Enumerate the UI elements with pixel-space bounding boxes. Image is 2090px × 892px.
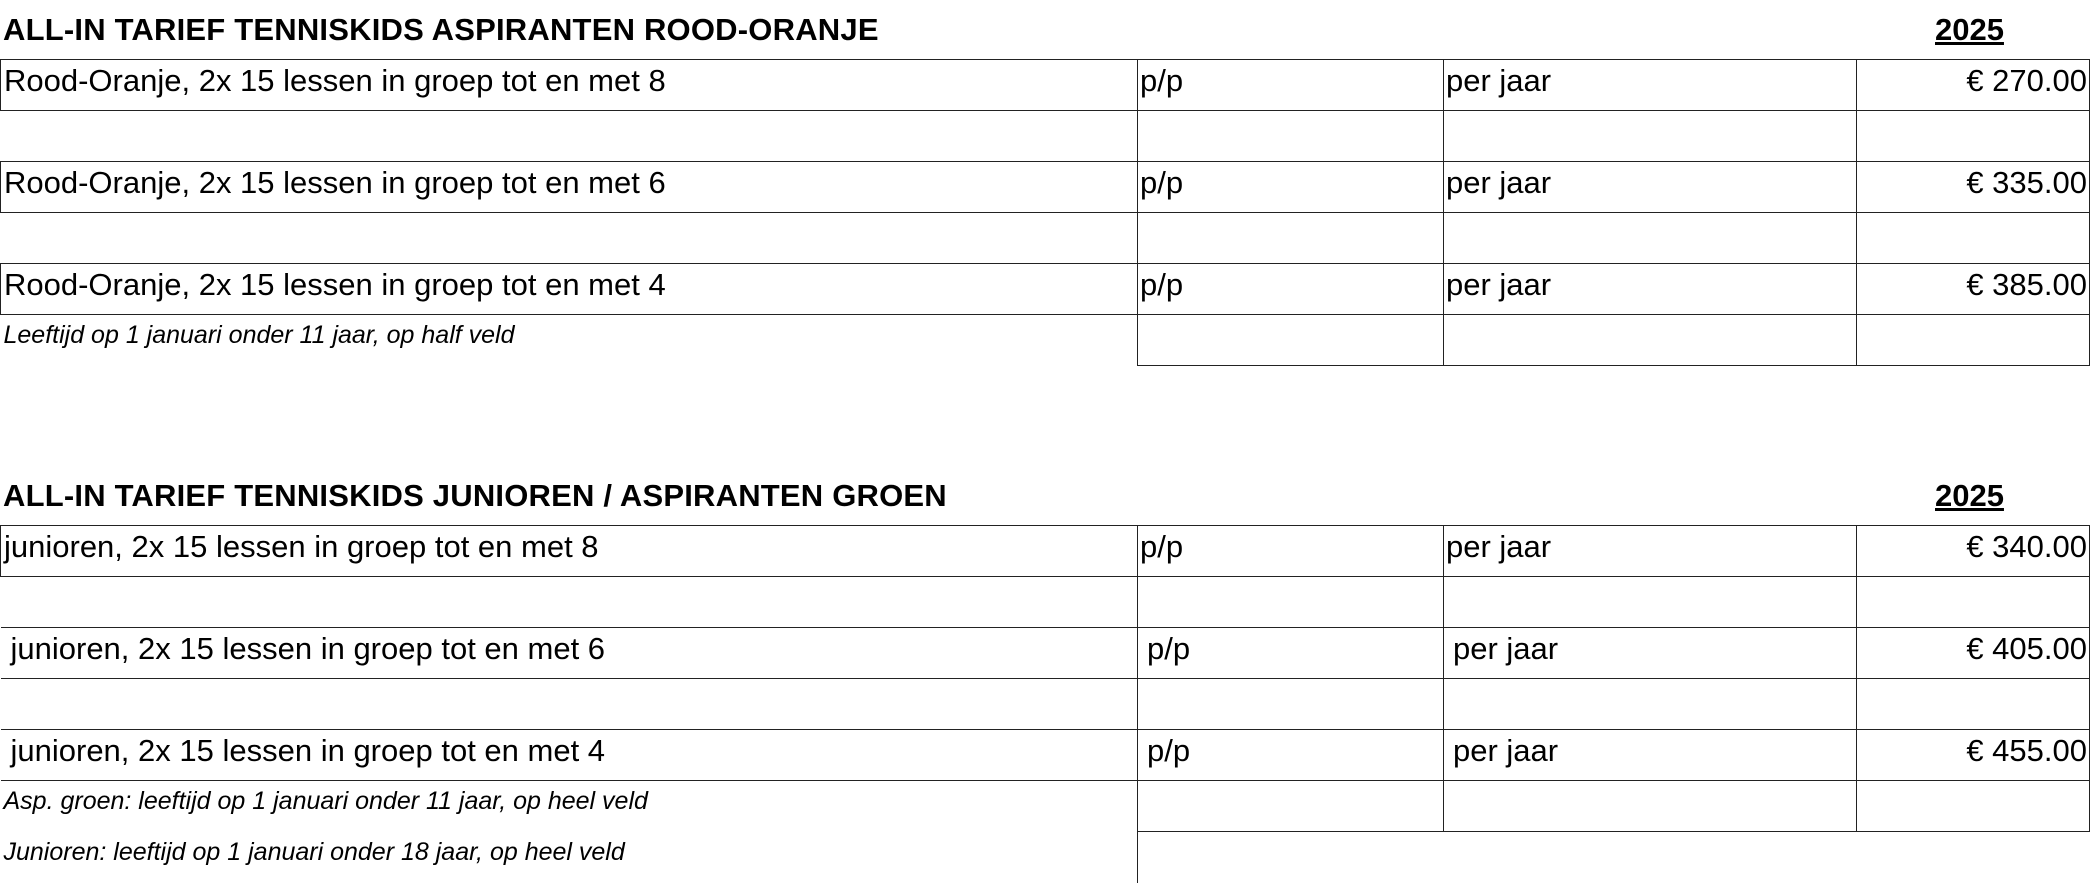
row-price: € 385.00	[1857, 264, 2090, 315]
section-year: 2025	[1935, 12, 2004, 47]
spacer-row	[1, 213, 2090, 264]
row-price: € 405.00	[1857, 628, 2090, 679]
spacer-row	[1, 111, 2090, 162]
note-row	[1, 315, 2090, 366]
note-text: Leeftijd op 1 januari onder 11 jaar, op half veld	[1, 315, 1138, 366]
row-description: junioren, 2x 15 lessen in groep tot en met 8	[1, 526, 1138, 577]
row-period: per jaar	[1444, 526, 1857, 577]
table-row	[1, 628, 2090, 679]
note-text: Junioren: leeftijd op 1 januari onder 18 jaar, op heel veld	[1, 832, 1138, 883]
row-period: per jaar	[1444, 730, 1857, 781]
table-row	[1, 162, 2090, 213]
row-unit: p/p	[1138, 628, 1444, 679]
row-unit: p/p	[1138, 730, 1444, 781]
row-price: € 340.00	[1857, 526, 2090, 577]
row-description: Rood-Oranje, 2x 15 lessen in groep tot en met 4	[1, 264, 1138, 315]
row-period: per jaar	[1444, 162, 1857, 213]
row-unit: p/p	[1138, 526, 1444, 577]
spacer-row	[1, 679, 2090, 730]
table-row	[1, 264, 2090, 315]
row-description: Rood-Oranje, 2x 15 lessen in groep tot en met 8	[1, 60, 1138, 111]
row-unit: p/p	[1138, 60, 1444, 111]
section-title: ALL-IN TARIEF TENNISKIDS JUNIOREN / ASPIRANTEN GROEN	[3, 478, 947, 513]
note-text: Asp. groen: leeftijd op 1 januari onder 11 jaar, op heel veld	[1, 781, 1138, 832]
row-price: € 270.00	[1857, 60, 2090, 111]
row-period: per jaar	[1444, 60, 1857, 111]
row-period: per jaar	[1444, 264, 1857, 315]
section-year: 2025	[1935, 478, 2004, 513]
tariff-table	[0, 59, 2090, 366]
row-unit: p/p	[1138, 162, 1444, 213]
row-unit: p/p	[1138, 264, 1444, 315]
row-description: junioren, 2x 15 lessen in groep tot en met 4	[1, 730, 1138, 781]
row-description: junioren, 2x 15 lessen in groep tot en met 6	[1, 628, 1138, 679]
row-price: € 335.00	[1857, 162, 2090, 213]
table-row	[1, 60, 2090, 111]
row-period: per jaar	[1444, 628, 1857, 679]
spacer-row	[1, 577, 2090, 628]
table-row	[1, 526, 2090, 577]
tariff-table	[0, 525, 2090, 883]
note-row	[1, 781, 2090, 832]
section-title: ALL-IN TARIEF TENNISKIDS ASPIRANTEN ROOD-ORANJE	[3, 12, 879, 47]
row-price: € 455.00	[1857, 730, 2090, 781]
note-row	[1, 832, 2090, 883]
row-description: Rood-Oranje, 2x 15 lessen in groep tot en met 6	[1, 162, 1138, 213]
table-row	[1, 730, 2090, 781]
